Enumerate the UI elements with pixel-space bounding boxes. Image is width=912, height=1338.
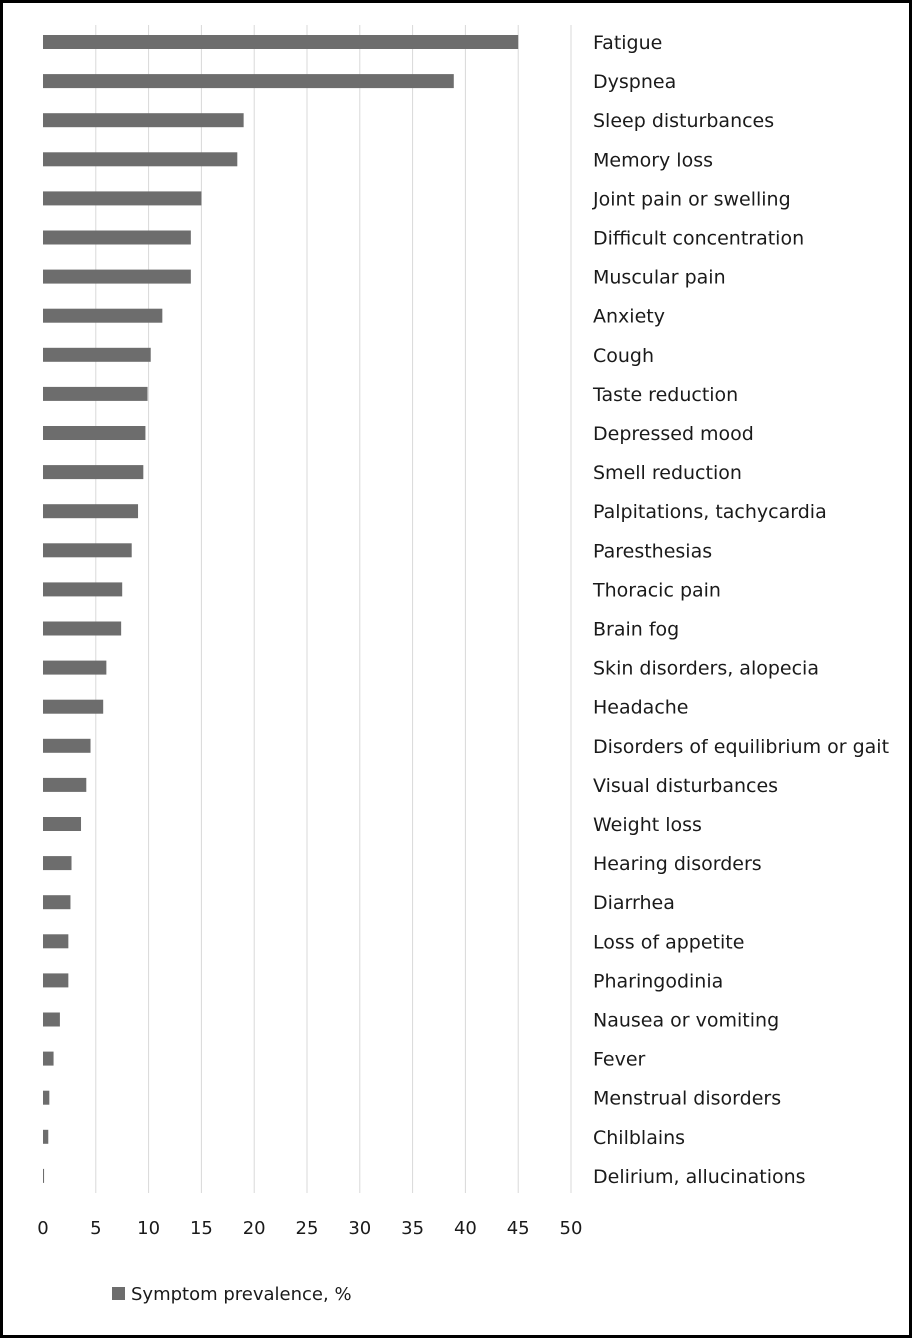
bar [43, 113, 244, 127]
x-tick-label: 45 [506, 1218, 530, 1239]
bar [43, 504, 138, 518]
category-label: Visual disturbances [593, 774, 779, 797]
bar-chart [3, 3, 909, 1335]
category-label: Weight loss [593, 814, 702, 836]
category-label: Fever [593, 1048, 646, 1071]
bar [43, 191, 201, 205]
legend-label: Symptom prevalence, % [131, 1284, 352, 1305]
bar [43, 622, 121, 636]
category-label: Cough [593, 344, 655, 367]
category-label: Memory loss [593, 149, 714, 172]
category-label: Smell reduction [593, 462, 742, 485]
category-label: Anxiety [593, 305, 665, 328]
category-label: Dyspnea [593, 71, 677, 94]
legend-swatch [112, 1287, 125, 1300]
category-label: Loss of appetite [593, 931, 745, 954]
category-label: Pharingodinia [593, 970, 724, 993]
category-label: Menstrual disorders [593, 1087, 782, 1110]
x-tick-label: 0 [37, 1218, 49, 1239]
bar [43, 1091, 49, 1105]
bar [43, 1169, 44, 1183]
category-label: Headache [593, 696, 689, 719]
bar [43, 35, 518, 49]
bar [43, 973, 68, 987]
bar [43, 1130, 48, 1144]
category-label: Depressed mood [593, 423, 754, 445]
bar [43, 348, 151, 362]
bar [43, 387, 148, 401]
category-label: Thoracic pain [593, 579, 721, 602]
x-tick-label: 5 [90, 1218, 102, 1239]
bar [43, 934, 68, 948]
x-tick-label: 15 [189, 1218, 213, 1239]
bar [43, 739, 91, 753]
category-label: Skin disorders, alopecia [593, 657, 819, 680]
category-label: Diarrhea [593, 892, 675, 915]
legend [112, 1284, 352, 1305]
category-label: Brain fog [593, 618, 680, 641]
bar [43, 74, 454, 88]
x-tick-label: 25 [295, 1218, 319, 1239]
category-label: Hearing disorders [593, 853, 762, 876]
x-tick-label: 30 [348, 1218, 372, 1239]
bar [43, 582, 122, 596]
category-label: Delirium, allucinations [593, 1165, 806, 1188]
category-labels [592, 32, 889, 1188]
bar [43, 817, 81, 831]
category-label: Sleep disturbances [593, 110, 775, 133]
x-tick-label: 35 [401, 1218, 425, 1239]
x-tick-label: 10 [137, 1218, 161, 1239]
x-tick-label: 40 [453, 1218, 477, 1239]
category-label: Difficult concentration [593, 227, 805, 250]
bar [43, 778, 86, 792]
bar [43, 426, 145, 440]
bars [43, 35, 518, 1183]
category-label: Nausea or vomiting [593, 1009, 780, 1032]
category-label: Taste reduction [593, 383, 739, 406]
x-tick-label: 50 [559, 1218, 583, 1239]
bar [43, 1013, 60, 1027]
bar [43, 270, 191, 284]
bar [43, 465, 143, 479]
category-label: Chilblains [593, 1126, 686, 1149]
category-label: Joint pain or swelling [593, 188, 791, 211]
category-label: Paresthesias [593, 540, 713, 563]
category-label: Fatigue [593, 32, 663, 54]
bar [43, 895, 70, 909]
bar [43, 1052, 54, 1066]
bar [43, 543, 132, 557]
category-label: Palpitations, tachycardia [593, 501, 827, 524]
bar [43, 700, 103, 714]
category-label: Muscular pain [593, 266, 726, 289]
x-axis-tick-labels [37, 1218, 582, 1239]
bar [43, 856, 72, 870]
bar [43, 309, 162, 323]
bar [43, 231, 191, 245]
bar [43, 661, 106, 675]
x-tick-label: 20 [242, 1218, 266, 1239]
category-label: Disorders of equilibrium or gait [593, 735, 890, 758]
bar [43, 152, 237, 166]
